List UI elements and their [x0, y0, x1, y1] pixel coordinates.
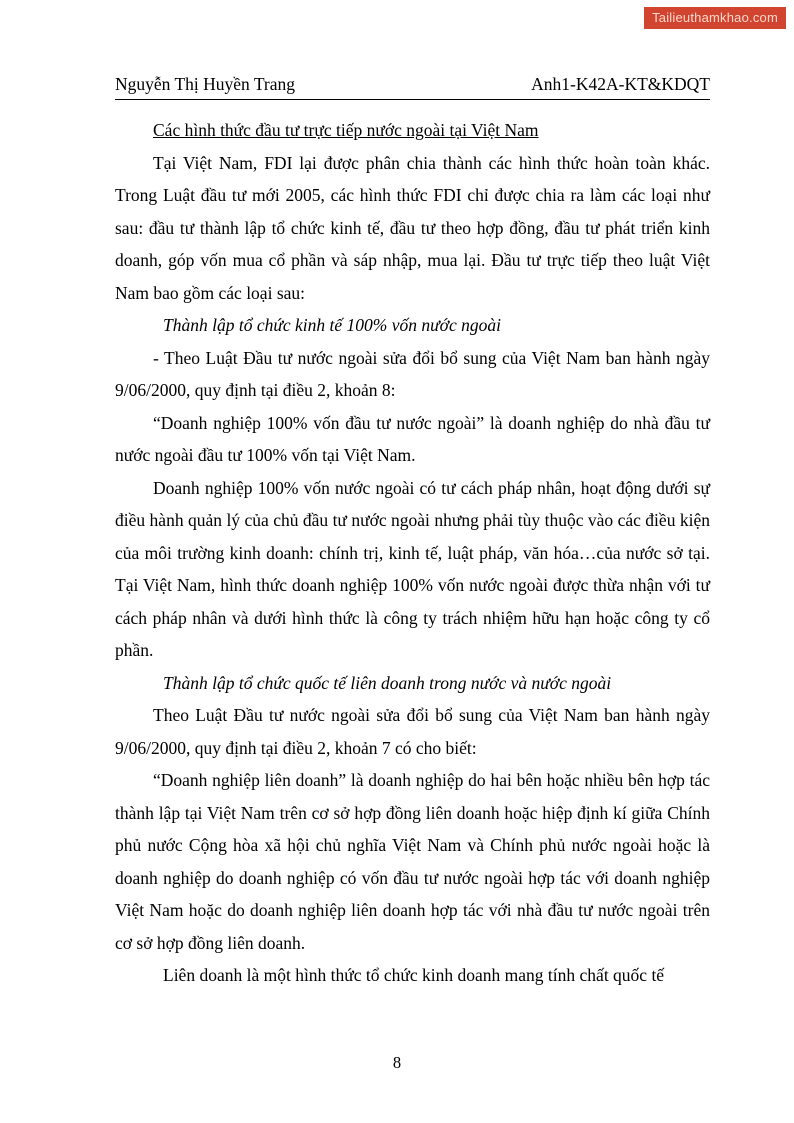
- subheading-joint-venture: Thành lập tổ chức quốc tế liên doanh trong nước và nước ngoài: [163, 672, 612, 693]
- paragraph-definition-1: “Doanh nghiệp 100% vốn đầu tư nước ngoài” là doanh nghiệp do nhà đầu tư nước ngoài đầu tư 100% vốn tại Việt Nam.: [115, 412, 710, 465]
- page-number: 8: [392, 1053, 402, 1072]
- page-header: [115, 72, 710, 96]
- paragraph-law-reference-1: - Theo Luật Đầu tư nước ngoài sửa đổi bổ sung của Việt Nam ban hành ngày 9/06/2000, quy định tại điều 2, khoản 8:: [115, 347, 710, 400]
- paragraph-law-reference-2: Theo Luật Đầu tư nước ngoài sửa đổi bổ sung của Việt Nam ban hành ngày 9/06/2000, quy định tại điều 2, khoản 7 có cho biết:: [115, 705, 710, 758]
- paragraph-intro: Tại Việt Nam, FDI lại được phân chia thành các hình thức hoàn toàn khác. Trong Luật đầu tư mới 2005, các hình thức FDI chỉ được chia ra làm các loại như sau: đầu tư thành lập tổ chức kinh tế, đầu tư theo hợp đồng, đầu tư phát triển kinh doanh, góp vốn mua cổ phần và sáp nhập, mua lại. Đầu tư trực tiếp theo luật Việt Nam bao gồm các loại sau:: [115, 152, 710, 303]
- watermark-badge: Tailieuthamkhao.com: [644, 7, 786, 29]
- paragraph-analysis: Doanh nghiệp 100% vốn nước ngoài có tư cách pháp nhân, hoạt động dưới sự điều hành quản lý của chủ đầu tư nước ngoài nhưng phải tùy thuộc vào các điều kiện của môi trường kinh doanh: chính trị, kinh tế, luật pháp, văn hóa…của nước sở tại. Tại Việt Nam, hình thức doanh nghiệp 100% vốn nước ngoài được thừa nhận với tư cách pháp nhân và dưới hình thức là công ty trách nhiệm hữu hạn hoặc công ty cổ phần.: [115, 477, 710, 660]
- subheading-100-percent-foreign-capital: Thành lập tổ chức kinh tế 100% vốn nước ngoài: [163, 315, 502, 335]
- header-author-name: Nguyễn Thị Huyền Trang: [115, 74, 296, 94]
- document-body: [115, 114, 710, 992]
- section-heading: Các hình thức đầu tư trực tiếp nước ngoài tại Việt Nam: [153, 120, 539, 140]
- header-class-code: Anh1-K42A-KT&KDQT: [531, 74, 710, 94]
- header-rule: [115, 99, 710, 100]
- paragraph-joint-venture-intro: Liên doanh là một hình thức tổ chức kinh doanh mang tính chất quốc tế: [163, 965, 665, 985]
- paragraph-definition-2: “Doanh nghiệp liên doanh” là doanh nghiệp do hai bên hoặc nhiều bên hợp tác thành lập tại Việt Nam trên cơ sở hợp đồng liên doanh hoặc hiệp định kí giữa Chính phủ nước Cộng hòa xã hội chủ nghĩa Việt Nam và Chính phủ nước ngoài hoặc là doanh nghiệp do doanh nghiệp có vốn đầu tư nước ngoài hợp tác với doanh nghiệp Việt Nam hoặc do doanh nghiệp liên doanh hợp tác với nhà đầu tư nước ngoài trên cơ sở hợp đồng liên doanh.: [115, 770, 710, 953]
